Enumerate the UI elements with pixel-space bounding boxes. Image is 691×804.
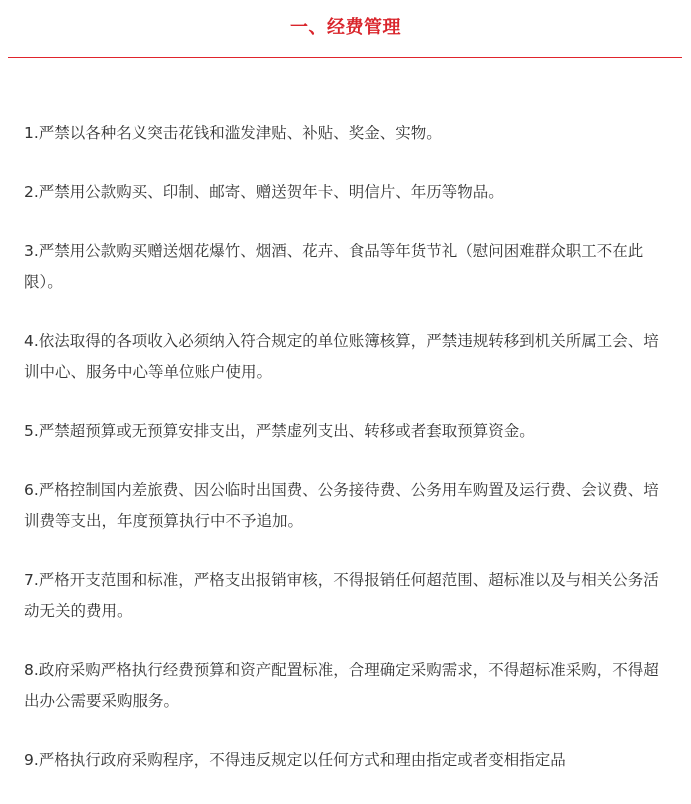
rule-item-6: 6.严格控制国内差旅费、因公临时出国费、公务接待费、公务用车购置及运行费、会议费、培训费等支出，年度预算执行中不予追加。 — [24, 481, 659, 530]
section-title: 一、经费管理 — [290, 17, 401, 38]
rule-item-4: 4.依法取得的各项收入必须纳入符合规定的单位账簿核算，严禁违规转移到机关所属工会、培训中心、服务中心等单位账户使用。 — [24, 332, 659, 381]
rule-item-3: 3.严禁用公款购买赠送烟花爆竹、烟酒、花卉、食品等年货节礼（慰问困难群众职工不在此限）。 — [24, 242, 644, 291]
rule-item-7: 7.严格开支范围和标准，严格支出报销审核，不得报销任何超范围、超标准以及与相关公务活动无关的费用。 — [24, 571, 659, 620]
rule-item-5: 5.严禁超预算或无预算安排支出，严禁虚列支出、转移或者套取预算资金。 — [24, 422, 535, 440]
rule-item-2: 2.严禁用公款购买、印制、邮寄、赠送贺年卡、明信片、年历等物品。 — [24, 183, 504, 201]
rule-item-1: 1.严禁以各种名义突击花钱和滥发津贴、补贴、奖金、实物。 — [24, 124, 442, 142]
title-divider — [8, 57, 682, 58]
rule-item-9: 9.严格执行政府采购程序，不得违反规定以任何方式和理由指定或者变相指定品 — [24, 751, 566, 769]
rule-item-8: 8.政府采购严格执行经费预算和资产配置标准，合理确定采购需求，不得超标准采购，不得超出办公需要采购服务。 — [24, 661, 659, 710]
article-body — [24, 118, 669, 804]
